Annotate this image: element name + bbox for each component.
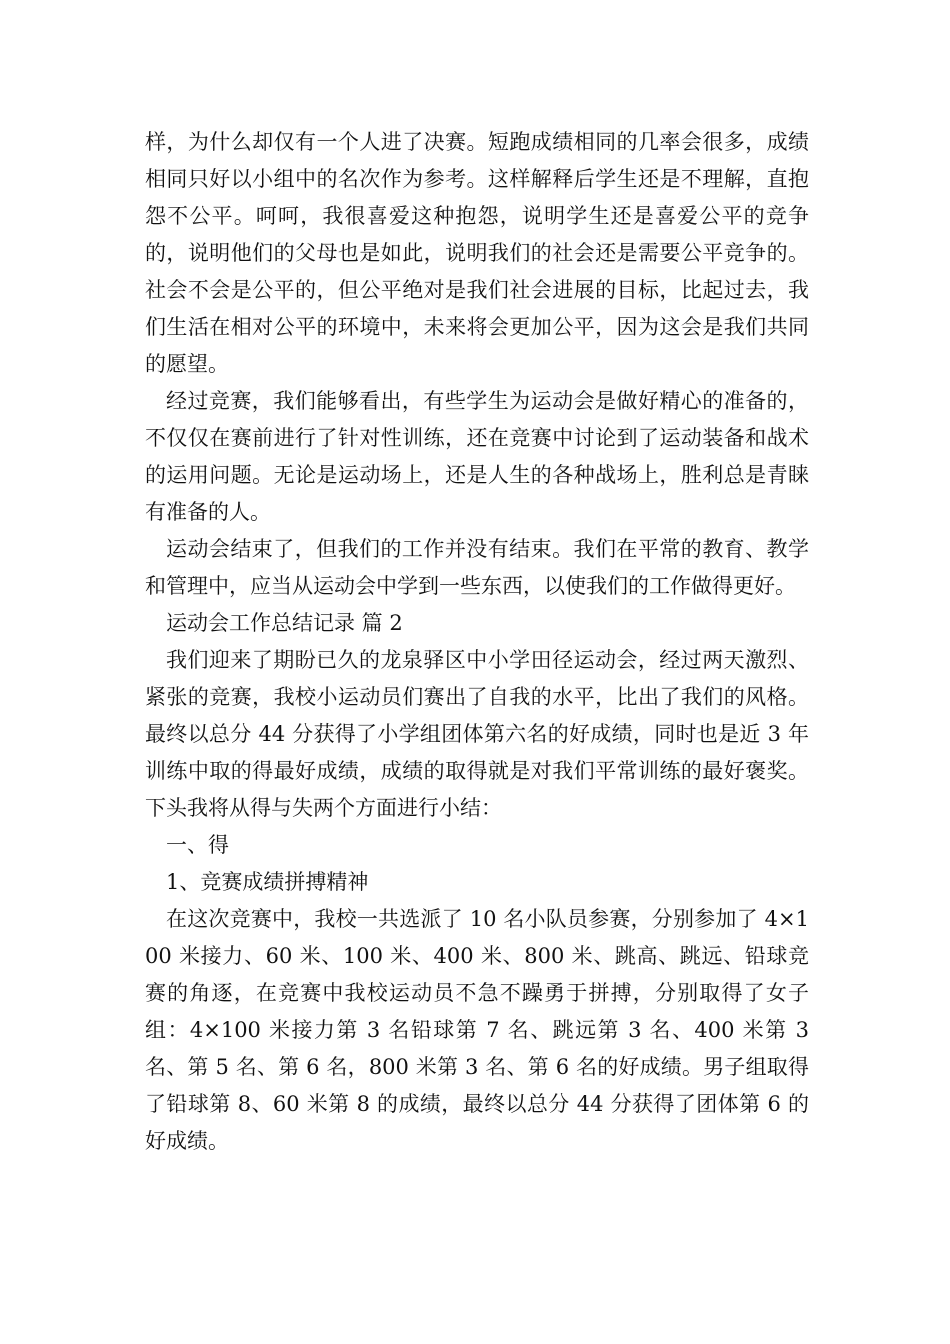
paragraph-results: 在这次竞赛中，我校一共选派了 10 名小队员参赛，分别参加了 4×100 米接力、60 米、100 米、400 米、800 米、跳高、跳远、铅球竞赛的角逐，在竞赛中我校运动员不急不躁勇于拼搏，分别取得了女子组：4×100 米接力第 3 名铅球第 7 名、跳远第 3 名、400 米第 3 名、第 5 名、第 6 名，800 米第 3 名、第 6 名的好成绩。男子组取得了铅球第 8、60 米第 8 的成绩，最终以总分 44 分获得了团体第 6 的好成绩。 [145,907,809,1153]
paragraph-intro: 我们迎来了期盼已久的龙泉驿区中小学田径运动会，经过两天激烈、紧张的竞赛，我校小运动员们赛出了自我的水平，比出了我们的风格。最终以总分 44 分获得了小学组团体第六名的好成绩，同时也是近 3 年训练中取的得最好成绩，成绩的取得就是对我们平常训练的最好褒奖。下头我将从得与失两个方面进行小结： [145,648,809,820]
paragraph-continuation: 样，为什么却仅有一个人进了决赛。短跑成绩相同的几率会很多，成绩相同只好以小组中的名次作为参考。这样解释后学生还是不理解，直抱怨不公平。呵呵，我很喜爱这种抱怨，说明学生还是喜爱公平的竞争的，说明他们的父母也是如此，说明我们的社会还是需要公平竞争的。社会不会是公平的，但公平绝对是我们社会进展的目标，比起过去，我们生活在相对公平的环境中，未来将会更加公平，因为这会是我们共同的愿望。 [145,130,809,376]
subheading-results: 1、竞赛成绩拼搏精神 [166,870,369,894]
document-body [145,124,809,1160]
section-heading: 运动会工作总结记录 篇 2 [166,611,403,635]
paragraph-ending: 运动会结束了，但我们的工作并没有结束。我们在平常的教育、教学和管理中，应当从运动会中学到一些东西，以使我们的工作做得更好。 [145,537,809,598]
subheading-gains: 一、得 [166,833,229,857]
paragraph-preparation: 经过竞赛，我们能够看出，有些学生为运动会是做好精心的准备的，不仅仅在赛前进行了针对性训练，还在竞赛中讨论到了运动装备和战术的运用问题。无论是运动场上，还是人生的各种战场上，胜利总是青睐有准备的人。 [145,389,809,524]
